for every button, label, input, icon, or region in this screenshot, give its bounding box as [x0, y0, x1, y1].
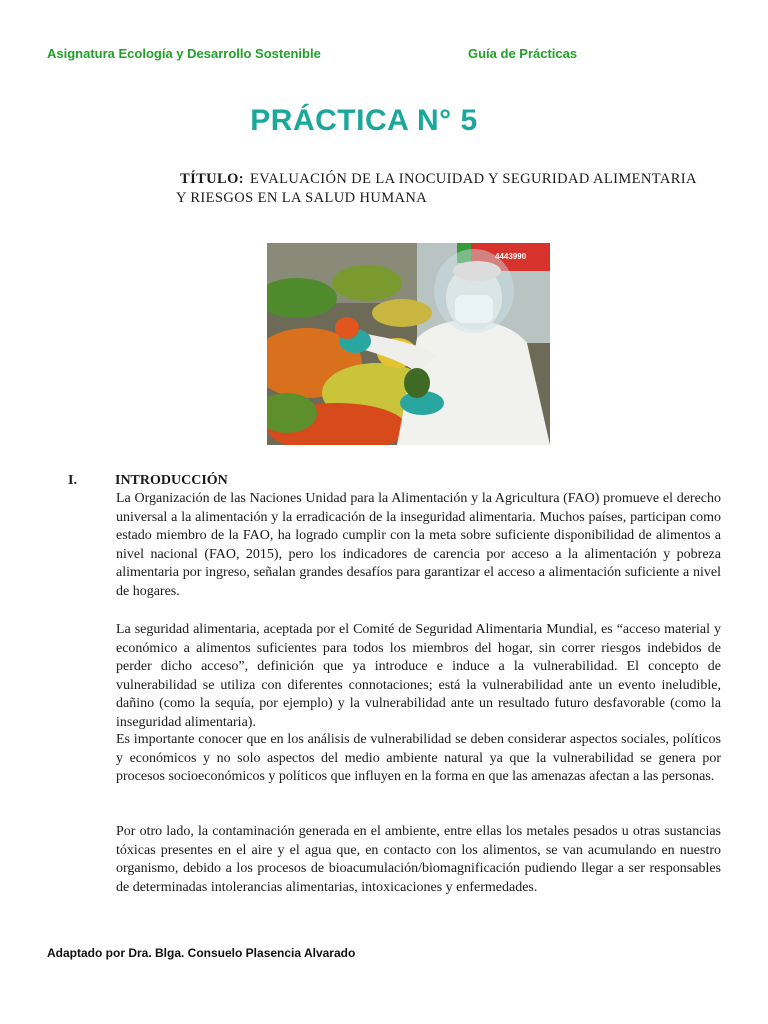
- market-vendor-photo: [267, 243, 550, 445]
- practice-title: PRÁCTICA N° 5: [250, 104, 478, 137]
- title-label: TÍTULO:: [180, 171, 245, 187]
- guide-label: Guía de Prácticas: [468, 46, 578, 61]
- section-number: I.: [68, 473, 77, 488]
- paragraph: Por otro lado, la contaminación generada en el ambiente, entre ellas los metales pesados u otras sustancias tóxicas presentes en el aire y el agua que, en contacto con los alimentos, se van acumulando en nuestro organismo, debido a los procesos de bioacumulación/biomagnificación pudiendo llegar a ser responsables de determinadas intolerancias alimentarias, intoxicaciones y enfermedades.: [116, 824, 721, 895]
- paragraph: La Organización de las Naciones Unidad para la Alimentación y la Agricultura (FAO) promueve el derecho universal a la alimentación y la erradicación de la inseguridad alimentaria. Muchos países, participan como estado miembro de la FAO, ha logrado cumplir con la meta sobre suficiente disponibilidad de alimentos a nivel nacional (FAO, 2015), pero los indicadores de carencia por acceso a la alimentación y pobreza alimentaria por ingreso, señalan grandes desafíos para garantizar el acceso a alimentación suficiente a nivel de hogares.: [116, 491, 721, 599]
- course-subject: Asignatura Ecología y Desarrollo Sostenible: [47, 46, 321, 61]
- shop-sign-text: 4443990: [495, 252, 527, 261]
- title-line-2: Y RIESGOS EN LA SALUD HUMANA: [176, 190, 428, 206]
- paragraph: Es importante conocer que en los análisis de vulnerabilidad se deben considerar aspectos sociales, políticos y económicos y no solo aspectos del medio ambiente natural ya que la vulnerabilidad se genera por procesos socioeconómicos y políticos que influyen en la forma en que las amenazas afectan a las personas.: [116, 732, 721, 785]
- title-line-1: EVALUACIÓN DE LA INOCUIDAD Y SEGURIDAD ALIMENTARIA: [250, 171, 697, 187]
- section-heading: [68, 473, 728, 489]
- paragraph: La seguridad alimentaria, aceptada por el Comité de Seguridad Alimentaria Mundial, es “acceso material y económico a alimentos suficientes para todos los miembros del hogar, sin correr riesgos indebidos de perder dicho acceso”, definición que ya introduce e induce a la vulnerabilidad. El concepto de vulnerabilidad se utiliza con diferentes connotaciones; está la vulnerabilidad ante un evento ineludible, dañino (como la sequía, por ejemplo) y la vulnerabilidad ante un resultado futuro desfavorable (como la inseguridad alimentaria).: [116, 622, 721, 730]
- footer-credit: Adaptado por Dra. Blga. Consuelo Plasencia Alvarado: [47, 946, 356, 960]
- section-title: INTRODUCCIÓN: [115, 473, 228, 488]
- title-block: [176, 170, 722, 208]
